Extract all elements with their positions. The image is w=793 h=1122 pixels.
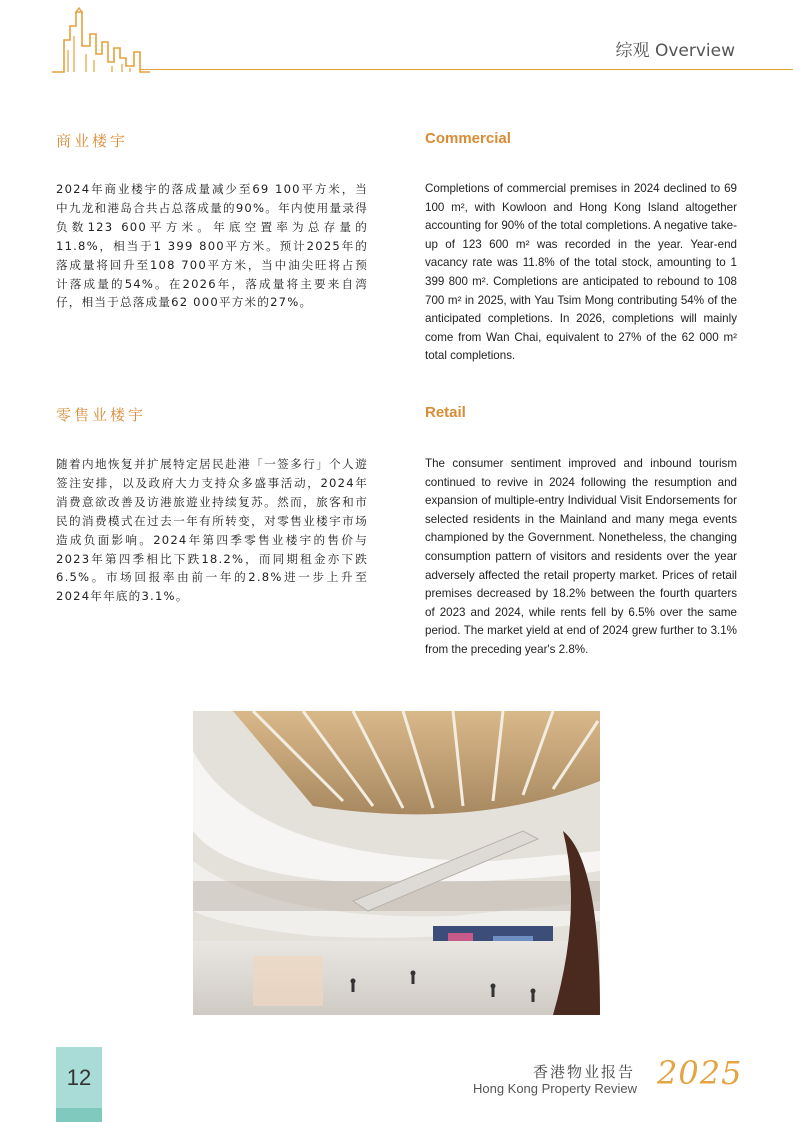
commercial-heading-zh: 商业楼宇 [56,132,129,150]
retail-paragraph-zh: 随着内地恢复并扩展特定居民赴港「一签多行」个人遊签注安排，以及政府大力支持众多盛事活动，2024年消费意欲改善及访港旅遊业持续复苏。然而，旅客和市民的消费模式在过去一年有所转变，对零售业楼宇市场造成负面影响。2024年第四季零售业楼宇的售价与2023年第四季相比下跌18.2%，而同期租金亦下跌6.5%。市场回报率由前一年的2.8%进一步上升至2024年年底的3.1%。 [56,457,368,604]
commercial-paragraph-en: Completions of commercial premises in 2024 declined to 69 100 m², with Kowloon and Hong Kong Island altogether accounting for 90% of the total completions. A negative take-up of 123 600 m² was recorded in the year. Year-end vacancy rate was 11.8% of the total stock, amounting to 1 399 800 m². Completions are anticipated to rebound to 108 700 m² in 2025, with Yau Tsim Mong contributing 54% of the anticipated completions. In 2026, completions will mainly come from Wan Chai, equivalent to 27% of the 62 000 m² total completions. [425,182,737,363]
retail-paragraph-en: The consumer sentiment improved and inbound tourism continued to revive in 2024 following the resumption and expansion of multiple-entry Individual Visit Endorsements for selected residents in the Mainland and many mega events championed by the Government. Nonetheless, the changing consumption pattern of visitors and residents over the year adversely affected the retail property market. Prices of retail premises decreased by 18.2% between the fourth quarters of 2023 and 2024, while rents fell by 6.5% over the same period. The market yield at end of 2024 grew further to 3.1% from the preceding year's 2.8%. [425,457,737,656]
skyline-logo-icon [50,6,150,76]
retail-heading-zh: 零售业楼宇 [56,406,147,424]
mall-interior-photo [193,711,600,1015]
publication-year: 2025 [657,1054,743,1092]
page-number-box [56,1047,102,1122]
retail-heading-en: Retail [425,404,466,421]
commercial-heading-en: Commercial [425,130,511,147]
publication-title-en: Hong Kong Property Review [472,1081,637,1096]
page-title: 综观 Overview [615,41,735,61]
page-number-bar [56,1108,102,1122]
header-rule [140,69,793,70]
page-number: 12 [66,1065,92,1090]
commercial-paragraph-zh: 2024年商业楼宇的落成量减少至69 100平方米，当中九龙和港岛合共占总落成量的90%。年内使用量录得负数123 600平方米。年底空置率为总存量的11.8%，相当于1 399 800平方米。预计2025年的落成量将回升至108 700平方米，当中油尖旺将占预计落成量的54%。在2026年，落成量将主要来自湾仔，相当于总落成量62 000平方米的27%。 [56,182,368,310]
publication-title-zh: 香港物业报告 [532,1063,635,1081]
